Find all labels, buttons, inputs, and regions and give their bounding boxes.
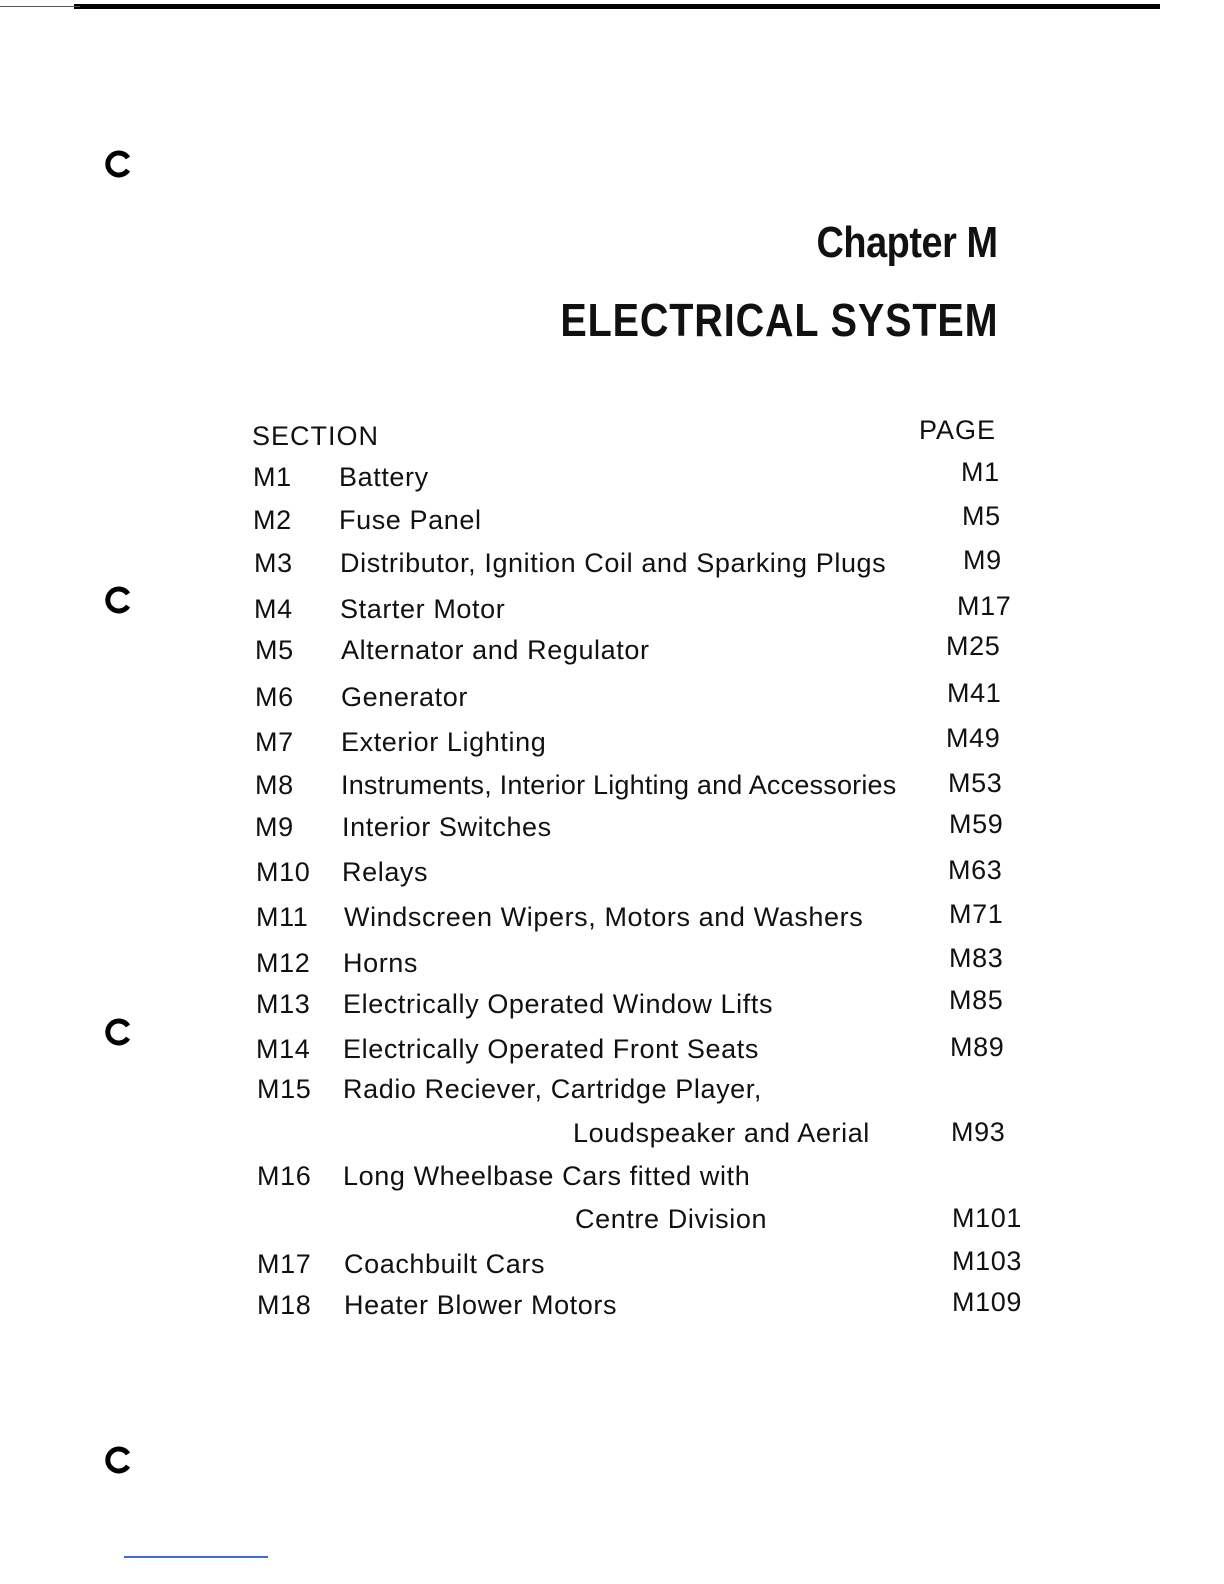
toc-page-number: M89 [950,1032,1005,1062]
binder-hole-icon [104,1446,132,1474]
toc-section-title: Radio Reciever, Cartridge Player, [343,1074,762,1104]
toc-entry-m4[interactable] [0,591,1224,634]
toc-section-title-continuation: Loudspeaker and Aerial [573,1118,870,1148]
toc-entry-m16[interactable] [0,1161,1224,1245]
toc-entry-m8[interactable] [0,770,1224,810]
toc-section-title: Electrically Operated Front Seats [343,1034,759,1064]
toc-page-number: M49 [946,723,1001,753]
system-title: ELECTRICAL SYSTEM [559,294,998,346]
toc-entry-m10[interactable] [0,857,1224,897]
toc-page-number: M53 [948,768,1003,798]
toc-page-number: M103 [952,1246,1022,1276]
toc-section-number: M17 [257,1249,312,1279]
toc-entry-m12[interactable] [0,943,1224,988]
top-rule [74,4,1160,9]
toc-section-title: Coachbuilt Cars [344,1249,546,1279]
toc-section-title: Interior Switches [342,812,552,842]
toc-section-title: Long Wheelbase Cars fitted with [343,1161,751,1191]
toc-section-number: M18 [257,1290,312,1320]
toc-page-number: M71 [949,899,1004,929]
toc-entry-m11[interactable] [0,899,1224,942]
toc-entry-m1[interactable] [0,457,1224,502]
toc-page-number: M17 [957,591,1012,621]
toc-section-number: M1 [253,462,292,492]
page-column-header: PAGE [919,415,997,445]
toc-section-number: M6 [255,682,294,712]
toc-section-number: M12 [256,948,311,978]
toc-section-number: M5 [255,635,294,665]
toc-section-title: Fuse Panel [339,505,482,535]
toc-page-number: M101 [952,1203,1022,1233]
toc-section-title: Distributor, Ignition Coil and Sparking Plugs [340,548,887,578]
toc-entry-m2[interactable] [0,501,1224,545]
toc-page-number: M59 [949,809,1004,839]
toc-section-title: Relays [342,857,429,887]
binder-hole-icon [104,150,132,178]
toc-entry-m13[interactable] [0,985,1224,1029]
toc-section-number: M8 [255,770,294,800]
toc-section-number: M11 [256,902,309,932]
toc-entry-m3[interactable] [0,545,1224,588]
toc-entry-m17[interactable] [0,1246,1224,1289]
toc-section-number: M3 [254,548,293,578]
toc-section-title: Starter Motor [340,594,506,624]
toc-entry-m9[interactable] [0,809,1224,852]
toc-section-title: Electrically Operated Window Lifts [343,989,774,1019]
toc-section-number: M4 [254,594,293,624]
bottom-accent-line [124,1556,268,1558]
toc-page-number: M83 [949,943,1004,973]
toc-section-title: Windscreen Wipers, Motors and Washers [344,902,864,932]
toc-section-number: M14 [256,1034,311,1064]
toc-section-title: Battery [339,462,429,492]
section-column-header: SECTION [252,421,380,451]
toc-section-title: Exterior Lighting [341,727,547,757]
toc-page-number: M41 [947,678,1002,708]
toc-entry-m14[interactable] [0,1034,1224,1074]
toc-section-title: Generator [341,682,468,712]
toc-section-number: M7 [255,727,294,757]
toc-entry-m18[interactable] [0,1287,1224,1330]
toc-page-number: M1 [961,457,1000,487]
toc-section-title: Heater Blower Motors [344,1290,618,1320]
toc-page-number: M25 [946,631,1001,661]
toc-section-number: M10 [256,857,311,887]
toc-section-number: M16 [257,1161,312,1191]
toc-page-number: M63 [948,855,1003,885]
toc-section-number: M15 [257,1074,312,1104]
toc-section-title-continuation: Centre Division [575,1204,768,1234]
toc-section-number: M2 [253,505,292,535]
toc-page-number: M85 [949,985,1004,1015]
toc-page-number: M5 [962,501,1001,531]
toc-entry-m6[interactable] [0,678,1224,722]
toc-entry-m5[interactable] [0,631,1224,675]
toc-entry-m15[interactable] [0,1074,1224,1158]
toc-section-title: Alternator and Regulator [341,635,650,665]
toc-page-number: M109 [952,1287,1022,1317]
toc-section-title: Instruments, Interior Lighting and Accessories [341,770,897,800]
toc-section-number: M13 [256,989,311,1019]
toc-section-title: Horns [343,948,419,978]
toc-entry-m7[interactable] [0,723,1224,767]
toc-page-number: M9 [963,545,1002,575]
chapter-title: Chapter M [816,218,998,267]
toc-section-number: M9 [255,812,294,842]
toc-page-number: M93 [951,1117,1006,1147]
